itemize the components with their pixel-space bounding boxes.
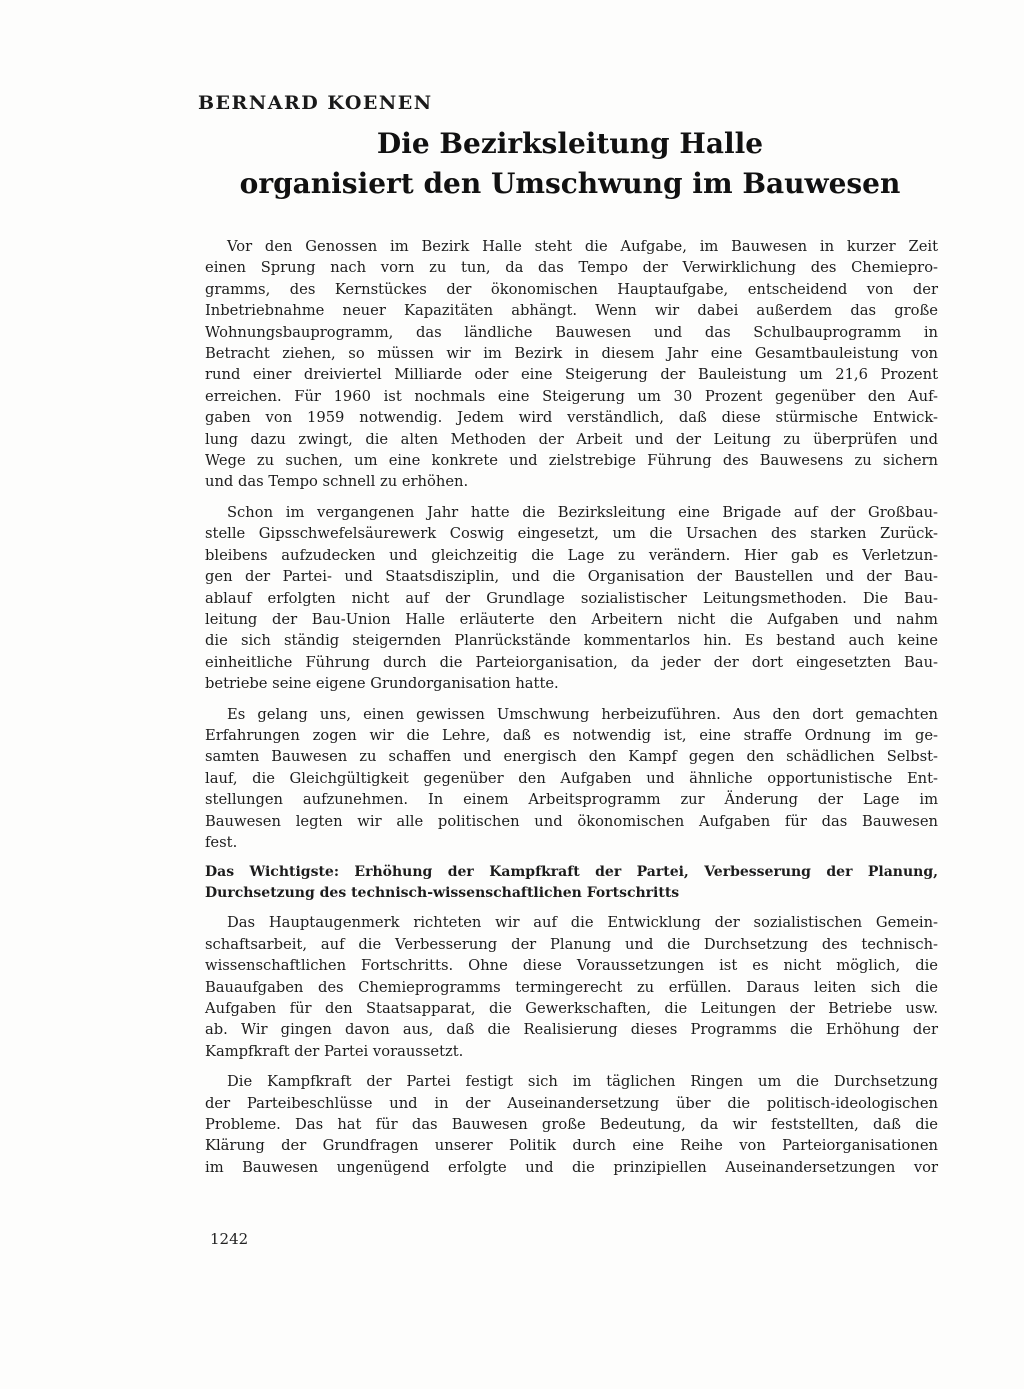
text-line: Schon im vergangenen Jahr hatte die Bezirksleitung eine Brigade auf der Großbau- xyxy=(227,503,938,521)
text-line: Bauaufgaben des Chemieprogramms termingerecht zu erfüllen. Daraus leiten sich die xyxy=(205,978,938,996)
text-line: Inbetriebnahme neuer Kapazitäten abhängt. Wenn wir dabei außerdem das große xyxy=(205,302,938,320)
text-line: gaben von 1959 notwendig. Jedem wird verständlich, daß diese stürmische Entwick- xyxy=(205,409,938,427)
body-paragraph xyxy=(205,236,938,493)
text-line: Vor den Genossen im Bezirk Halle steht die Aufgabe, im Bauwesen in kurzer Zeit xyxy=(227,238,938,255)
text-line: Die Kampfkraft der Partei festigt sich im täglichen Ringen um die Durchsetzung xyxy=(227,1073,938,1091)
text-line: ablauf erfolgten nicht auf der Grundlage sozialistischer Leitungsmethoden. Die Bau- xyxy=(205,589,938,607)
text-line: ab. Wir gingen davon aus, daß die Realisierung dieses Programms die Erhöhung der xyxy=(205,1021,938,1039)
article-author: BERNARD KOENEN xyxy=(198,92,433,114)
subheading-line: Durchsetzung des technisch-wissenschaftlichen Fortschritts xyxy=(205,885,680,902)
text-line: lauf, die Gleichgültigkeit gegenüber den Aufgaben und ähnliche opportunistische Ent- xyxy=(205,769,938,787)
article-title xyxy=(190,124,950,204)
body-paragraph xyxy=(205,502,938,695)
title-line: organisiert den Umschwung im Bauwesen xyxy=(239,167,901,200)
text-line: rund einer dreiviertel Milliarde oder eine Steigerung der Bauleistung um 21,6 Prozent xyxy=(205,366,938,384)
text-line: leitung der Bau-Union Halle erläuterte den Arbeitern nicht die Aufgaben und nahm xyxy=(205,610,938,628)
subheading-line: Das Wichtigste: Erhöhung der Kampfkraft der Partei, Verbesserung der Planung, xyxy=(205,864,938,881)
text-line: Klärung der Grundfragen unserer Politik durch eine Reihe von Parteiorganisationen xyxy=(205,1137,938,1155)
text-line: im Bauwesen ungenügend erfolgte und die prinzipiellen Auseinandersetzungen vor xyxy=(205,1158,938,1176)
text-line: Wohnungsbauprogramm, das ländliche Bauwesen und das Schulbauprogramm in xyxy=(205,323,938,341)
text-line: Erfahrungen zogen wir die Lehre, daß es notwendig ist, eine straffe Ordnung im ge- xyxy=(205,726,938,744)
text-line: Das Hauptaugenmerk richteten wir auf die Entwicklung der sozialistischen Gemein- xyxy=(227,914,938,932)
body-paragraph xyxy=(205,704,938,854)
body-paragraph xyxy=(205,1071,938,1178)
text-line: wissenschaftlichen Fortschritts. Ohne diese Voraussetzungen ist es nicht möglich, die xyxy=(205,957,938,975)
text-line: fest. xyxy=(205,833,238,851)
text-line: samten Bauwesen zu schaffen und energisch den Kampf gegen den schädlichen Selbst- xyxy=(205,748,938,766)
text-line: Probleme. Das hat für das Bauwesen große Bedeutung, da wir feststellten, daß die xyxy=(205,1116,938,1134)
text-line: lung dazu zwingt, die alten Methoden der Arbeit und der Leitung zu überprüfen und xyxy=(205,430,938,448)
body-paragraph xyxy=(205,912,938,1062)
text-line: Aufgaben für den Staatsapparat, die Gewerkschaften, die Leitungen der Betriebe usw. xyxy=(205,1000,938,1017)
text-line: der Parteibeschlüsse und in der Auseinandersetzung über die politisch-ideologischen xyxy=(205,1094,938,1112)
text-line: Betracht ziehen, so müssen wir im Bezirk in diesem Jahr eine Gesamtbauleistung von xyxy=(205,345,938,363)
text-line: Es gelang uns, einen gewissen Umschwung herbeizuführen. Aus den dort gemachten xyxy=(227,705,938,723)
text-line: betriebe seine eigene Grundorganisation hatte. xyxy=(205,675,559,693)
text-line: Wege zu suchen, um eine konkrete und zielstrebige Führung des Bauwesens zu sichern xyxy=(205,452,938,470)
page-number: 1242 xyxy=(210,1230,249,1248)
text-line: und das Tempo schnell zu erhöhen. xyxy=(205,473,469,491)
title-line: Die Bezirksleitung Halle xyxy=(376,127,764,160)
text-line: einheitliche Führung durch die Parteiorganisation, da jeder der dort eingesetzten Bau- xyxy=(205,653,938,671)
text-line: Kampfkraft der Partei voraussetzt. xyxy=(205,1042,464,1060)
text-line: gen der Partei- und Staatsdisziplin, und die Organisation der Baustellen und der Bau- xyxy=(205,568,938,586)
text-line: Bauwesen legten wir alle politischen und ökonomischen Aufgaben für das Bauwesen xyxy=(205,812,938,830)
text-line: gramms, des Kernstückes der ökonomischen Hauptaufgabe, entscheidend von der xyxy=(205,280,938,298)
text-line: einen Sprung nach vorn zu tun, da das Tempo der Verwirklichung des Chemiepro- xyxy=(205,259,938,277)
text-line: stellungen aufzunehmen. In einem Arbeitsprogramm zur Änderung der Lage im xyxy=(205,791,938,809)
text-line: stelle Gipsschwefelsäurewerk Coswig eingesetzt, um die Ursachen des starken Zurück- xyxy=(205,525,938,543)
text-line: erreichen. Für 1960 ist nochmals eine Steigerung um 30 Prozent gegenüber den Auf- xyxy=(205,387,938,405)
text-line: bleibens aufzudecken und gleichzeitig die Lage zu verändern. Hier gab es Verletzun- xyxy=(205,546,938,564)
section-subheading xyxy=(205,862,938,904)
text-line: die sich ständig steigernden Planrückstände kommentarlos hin. Es bestand auch keine xyxy=(205,632,938,650)
article-body xyxy=(205,236,938,1178)
text-line: schaftsarbeit, auf die Verbesserung der Planung und die Durchsetzung des technisch- xyxy=(205,935,938,953)
